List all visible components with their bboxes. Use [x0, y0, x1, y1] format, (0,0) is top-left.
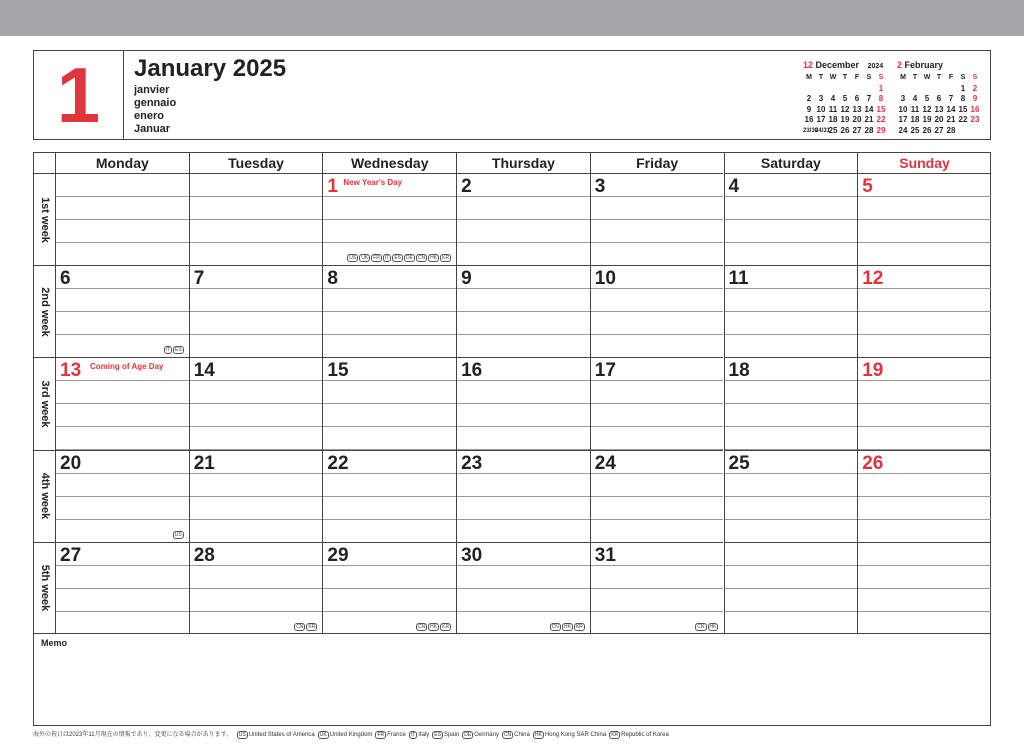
mini-day: 20 [852, 115, 862, 124]
country-code-mark: ES [434, 732, 441, 738]
mini-day [815, 84, 827, 95]
country-mark: UK [361, 255, 369, 262]
mini-calendar-grid [803, 73, 886, 136]
country-mark: HK [430, 255, 438, 262]
footer-note: 海外の祝日は2023年11月現在の情報であり、変更になる場合があります。 [33, 732, 233, 738]
mini-day: 6 [936, 94, 942, 103]
mini-day: 25 [828, 125, 838, 135]
day-number: 5 [862, 176, 873, 197]
mini-day: 13 [852, 104, 862, 114]
mini-month-number: 2 [897, 60, 903, 70]
day-number: 7 [193, 268, 205, 290]
day-cell-7[interactable] [189, 265, 323, 357]
day-cell-24[interactable] [590, 450, 724, 542]
day-header-wednesday: Wednesday [322, 153, 456, 173]
day-cell-5[interactable] [857, 173, 991, 265]
mini-day: 7 [948, 94, 954, 103]
country-holiday-marks [694, 623, 718, 631]
month-name-french: janvier [134, 84, 170, 96]
country-holiday-marks [293, 623, 317, 631]
mini-dow-label: T [936, 74, 942, 81]
country-name: Italy [418, 732, 430, 738]
mini-day: 22 [958, 115, 968, 124]
country-name: China [514, 732, 530, 738]
day-number: 16 [461, 360, 483, 382]
country-mark: ES [394, 255, 401, 262]
week-label: 4th week [38, 472, 51, 520]
day-header-thursday: Thursday [456, 153, 590, 173]
mini-day: 19 [922, 115, 932, 124]
empty-day-cell[interactable] [189, 173, 323, 265]
mini-day: 1 [960, 83, 966, 93]
mini-dow-label: S [972, 74, 978, 81]
mini-day: 2 [806, 94, 812, 103]
day-cell-25[interactable] [724, 450, 858, 542]
mini-day: 16 [804, 115, 814, 124]
empty-day-cell[interactable] [55, 173, 189, 265]
mini-day: 24 [898, 125, 908, 135]
empty-day-cell[interactable] [857, 542, 991, 634]
day-number: 25 [728, 452, 750, 474]
mini-day [839, 84, 851, 95]
mini-dow-label: S [878, 74, 884, 81]
mini-day: 11 [828, 104, 838, 114]
mini-day: 5 [924, 94, 930, 103]
day-number: 23 [461, 452, 483, 474]
country-mark: HK [563, 623, 571, 630]
mini-day: 10 [898, 104, 908, 114]
mini-day [921, 84, 933, 95]
country-code-mark: CN [503, 732, 512, 738]
day-number: 15 [327, 360, 349, 382]
mini-day: 1 [878, 83, 884, 93]
mini-dow-label: T [842, 74, 848, 81]
country-code-mark: HK [534, 732, 542, 738]
mini-dow-label: T [912, 74, 918, 81]
country-mark: HK [430, 623, 438, 630]
day-number: 20 [60, 452, 82, 474]
month-number: 1 [34, 51, 124, 139]
day-number: 2 [461, 176, 472, 197]
mini-dow-label: W [923, 74, 931, 81]
country-mark: CN [551, 623, 559, 630]
country-mark: IT [165, 347, 171, 354]
mini-day: 25 [910, 125, 920, 135]
mini-day [851, 84, 863, 95]
day-number: 11 [728, 268, 749, 290]
mini-dow-label: T [818, 74, 824, 81]
mini-day: 8 [960, 94, 966, 103]
country-legend [234, 732, 669, 738]
day-cell-13[interactable] [55, 357, 189, 449]
mini-day: 2 [972, 83, 978, 93]
mini-day: 18 [828, 115, 838, 124]
day-number: 12 [862, 268, 884, 290]
mini-day: 10 [816, 104, 826, 114]
day-cell-12[interactable] [857, 265, 991, 357]
mini-day: 15 [958, 104, 968, 114]
mini-day: 24/31 [815, 127, 831, 134]
day-number: 14 [193, 360, 215, 382]
day-number: 27 [60, 544, 82, 566]
mini-day: 7 [866, 94, 872, 103]
mini-day: 21 [864, 115, 874, 124]
day-number: 19 [862, 360, 884, 382]
day-cell-28[interactable] [189, 542, 323, 634]
day-number: 24 [594, 452, 616, 474]
mini-dow-label: S [960, 74, 966, 81]
country-mark: HK [709, 623, 717, 630]
country-code-mark: US [238, 732, 246, 738]
mini-day: 22 [876, 115, 886, 124]
holiday-name: New Year's Day [343, 178, 403, 187]
mini-dow-label: S [866, 74, 872, 81]
day-number: 18 [728, 360, 750, 382]
mini-day: 27 [852, 125, 862, 135]
country-holiday-marks [163, 346, 184, 354]
empty-day-cell[interactable] [724, 542, 858, 634]
day-header-monday: Monday [55, 153, 189, 173]
month-name-italian: gennaio [134, 97, 177, 109]
country-name: Spain [443, 732, 460, 738]
mini-day [909, 84, 921, 95]
day-cell-20[interactable] [55, 450, 189, 542]
mini-day: 14 [864, 104, 874, 114]
mini-day: 20 [934, 115, 944, 124]
mini-day: 16 [970, 104, 980, 114]
week-label: 1st week [38, 196, 51, 243]
day-cell-10[interactable] [590, 265, 724, 357]
mini-day: 18 [910, 115, 920, 124]
mini-day: 6 [854, 94, 860, 103]
day-header-tuesday: Tuesday [189, 153, 323, 173]
week-label-cell [34, 265, 55, 357]
mini-day: 19 [840, 115, 850, 124]
country-mark: FR [373, 255, 380, 262]
day-number: 17 [594, 360, 616, 382]
mini-day: 11 [910, 104, 920, 114]
mini-day [827, 84, 839, 95]
country-mark: CN [417, 255, 426, 262]
mini-dow-label: M [806, 74, 812, 81]
mini-day [803, 84, 815, 95]
day-number: 31 [594, 544, 616, 566]
mini-day: 23/30 [803, 127, 819, 134]
mini-day [863, 84, 875, 95]
country-mark: IT [384, 255, 390, 262]
mini-day: 26 [840, 125, 850, 135]
day-cell-21[interactable] [189, 450, 323, 542]
day-cell-17[interactable] [590, 357, 724, 449]
mini-dow-label: W [829, 74, 837, 81]
day-number: 22 [327, 452, 349, 474]
mini-day: 3 [818, 94, 824, 103]
day-header-friday: Friday [590, 153, 724, 173]
day-cell-6[interactable] [55, 265, 189, 357]
mini-day: 26 [922, 125, 932, 135]
mini-day: 13 [934, 104, 944, 114]
mini-day [945, 84, 957, 95]
mini-day [957, 126, 969, 137]
country-code-mark: DE [464, 732, 472, 738]
day-number: 1 [327, 176, 338, 197]
day-cell-9[interactable] [456, 265, 590, 357]
mini-day: 28 [946, 125, 956, 135]
day-number: 6 [60, 268, 71, 290]
day-cell-31[interactable] [590, 542, 724, 634]
mini-dow-label: M [900, 74, 906, 81]
country-mark: CN [296, 623, 304, 630]
day-number: 4 [728, 176, 740, 197]
week-label: 5th week [38, 565, 51, 612]
mini-day [969, 126, 981, 137]
country-name: United Kingdom [329, 732, 373, 738]
mini-day: 12 [840, 104, 850, 114]
day-cell-3[interactable] [590, 173, 724, 265]
top-bar [0, 0, 1024, 36]
day-number: 13 [60, 360, 82, 382]
mini-day: 9 [806, 104, 812, 114]
day-cell-1[interactable] [322, 173, 456, 265]
mini-day: 9 [972, 94, 978, 103]
month-header [33, 50, 991, 140]
mini-day: 8 [878, 94, 884, 103]
day-number: 26 [862, 452, 884, 474]
country-mark: DE [405, 255, 413, 262]
day-cell-2[interactable] [456, 173, 590, 265]
day-cell-4[interactable] [724, 173, 858, 265]
mini-day: 15 [876, 104, 886, 114]
memo-label: Memo [41, 638, 68, 648]
country-mark: ES [175, 347, 182, 354]
mini-day: 17 [898, 115, 908, 124]
mini-day [897, 84, 909, 95]
day-header-saturday: Saturday [724, 153, 858, 173]
mini-calendar-previous [803, 60, 886, 136]
country-code-mark: KR [611, 732, 619, 738]
day-number: 3 [594, 176, 606, 197]
country-name: France [387, 732, 406, 738]
day-number: 29 [327, 544, 349, 566]
country-holiday-marks [549, 623, 585, 631]
mini-day: 12 [922, 104, 932, 114]
country-mark: KR [442, 255, 450, 262]
day-cell-19[interactable] [857, 357, 991, 449]
footer-legend [33, 729, 669, 739]
country-mark: KR [442, 623, 450, 630]
day-cell-27[interactable] [55, 542, 189, 634]
week-label-cell [34, 357, 55, 449]
day-header-sunday: Sunday [857, 153, 991, 173]
day-number: 8 [327, 268, 338, 290]
country-code-mark: IT [410, 732, 416, 738]
month-name-german: Januar [134, 123, 171, 135]
day-cell-23[interactable] [456, 450, 590, 542]
mini-month-number: 12 [803, 60, 814, 70]
day-cell-16[interactable] [456, 357, 590, 449]
calendar-grid [33, 152, 991, 634]
mini-day: 4 [830, 94, 836, 103]
country-name: Hong Kong SAR China [544, 732, 607, 738]
week-label-cell [34, 542, 55, 634]
holiday-name: Coming of Age Day [90, 362, 164, 372]
mini-month-name: February [904, 60, 944, 70]
mini-dow-label: F [854, 74, 860, 81]
mini-day: 29 [876, 125, 886, 135]
country-code-mark: FR [377, 732, 385, 738]
week-label: 2nd week [38, 287, 51, 337]
mini-day: 28 [864, 125, 874, 135]
mini-day: 14 [946, 104, 956, 114]
day-cell-14[interactable] [189, 357, 323, 449]
day-cell-11[interactable] [724, 265, 858, 357]
country-mark: CN [697, 623, 705, 630]
day-number: 30 [461, 544, 483, 566]
month-name-spanish: enero [134, 110, 164, 122]
mini-day [933, 84, 945, 95]
month-title: January 2025 [134, 55, 287, 82]
mini-calendar-grid [897, 73, 980, 136]
week-label-cell [34, 450, 55, 542]
mini-day: 27 [934, 125, 944, 135]
country-name: Republic of Korea [621, 732, 669, 738]
mini-month-name: December [815, 60, 860, 70]
country-name: Germany [474, 732, 499, 738]
week-label: 3rd week [38, 380, 51, 428]
day-cell-22[interactable] [322, 450, 456, 542]
mini-day: 4 [912, 94, 918, 103]
country-name: United States of America [248, 732, 315, 738]
day-cell-18[interactable] [724, 357, 858, 449]
country-mark: US [349, 255, 357, 262]
country-holiday-marks [346, 254, 451, 262]
day-cell-26[interactable] [857, 450, 991, 542]
country-holiday-marks [172, 531, 184, 539]
day-cell-30[interactable] [456, 542, 590, 634]
memo-area[interactable] [33, 634, 991, 726]
mini-day: 5 [842, 94, 848, 103]
mini-day: 17 [816, 115, 826, 124]
mini-day: 21 [946, 115, 956, 124]
country-mark: US [174, 531, 182, 538]
mini-day: 3 [900, 94, 906, 103]
day-cell-29[interactable] [322, 542, 456, 634]
mini-dow-label: F [948, 74, 954, 81]
day-number: 21 [193, 452, 215, 474]
country-mark: KR [308, 623, 316, 630]
country-mark: CN [417, 623, 426, 630]
country-holiday-marks [415, 623, 451, 631]
country-mark: KR [575, 623, 583, 630]
week-label-cell [34, 173, 55, 265]
mini-calendar-next [897, 60, 980, 136]
country-code-mark: UK [319, 732, 327, 738]
mini-year: 2024 [867, 63, 884, 70]
day-number: 10 [594, 268, 616, 290]
day-cell-15[interactable] [322, 357, 456, 449]
day-cell-8[interactable] [322, 265, 456, 357]
day-number: 28 [193, 544, 215, 566]
day-number: 9 [461, 268, 472, 290]
mini-day: 23 [970, 115, 980, 124]
